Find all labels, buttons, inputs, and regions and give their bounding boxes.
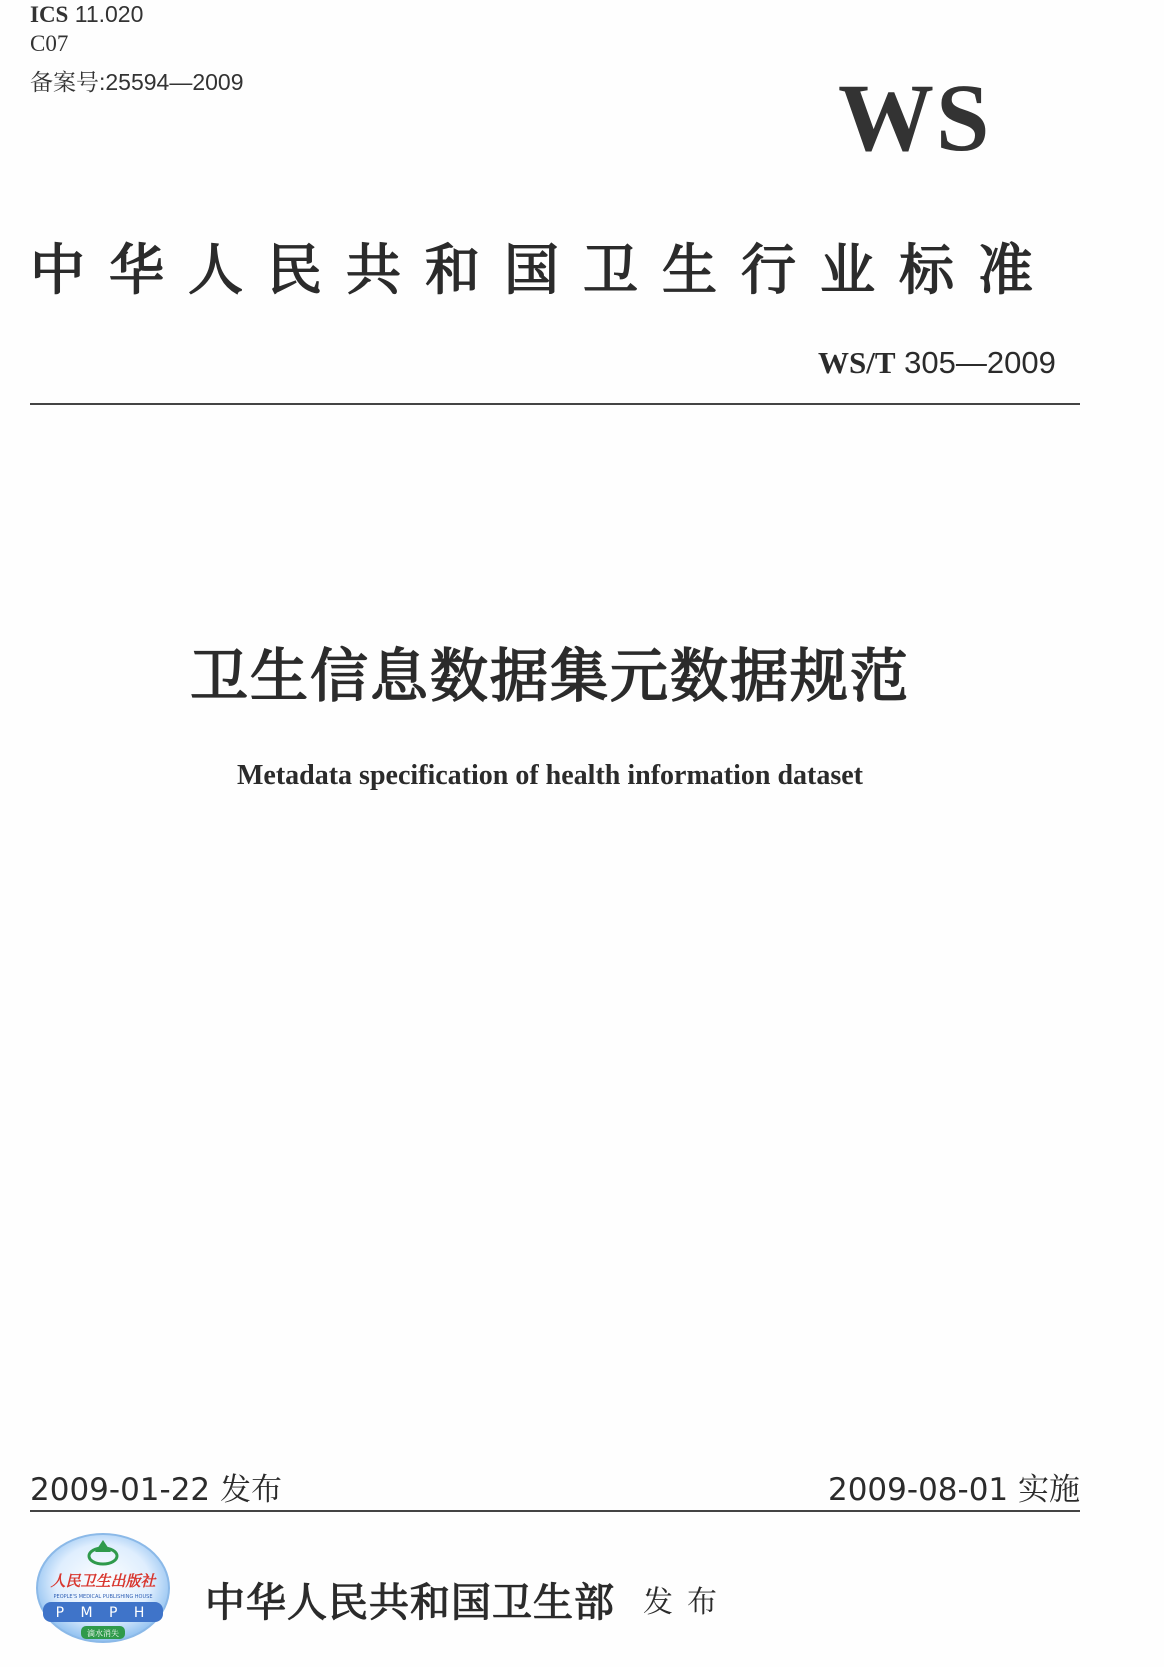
classification-code: C07: [30, 31, 69, 56]
seal-publisher-en: PEOPLE'S MEDICAL PUBLISHING HOUSE: [53, 1594, 153, 1600]
standard-number: [818, 343, 1056, 383]
issuer-name: 中华人民共和国卫生部: [205, 1579, 615, 1626]
issuer-action: 发布: [643, 1585, 731, 1620]
footer-divider: [30, 1510, 1080, 1512]
standard-number-value: 305—2009: [895, 345, 1056, 380]
publisher-seal-icon: [35, 1532, 171, 1644]
issue-date: 2009-01-22 发布: [30, 1472, 283, 1508]
header-divider: [30, 403, 1080, 405]
seal-publisher-cn: 人民卫生出版社: [50, 1572, 156, 1590]
ics-code: 11.020: [68, 1, 144, 27]
record-number: 备案号:25594—2009: [30, 69, 244, 95]
ics-code-line: [30, 0, 143, 29]
document-title: 卫生信息数据集元数据规范: [189, 642, 910, 710]
standard-number-prefix: WS/T: [818, 345, 896, 380]
ics-label: ICS: [30, 2, 69, 27]
effective-date: 2009-08-01 实施: [827, 1472, 1080, 1508]
issuer-line: [205, 1578, 731, 1628]
standard-category-title: 中华人民共和国卫生行业标准: [30, 237, 1058, 302]
document-subtitle: Metadata specification of health information dataset: [236, 760, 864, 791]
seal-letters: P M P H: [55, 1605, 151, 1621]
seal-mark: 滴水消失: [87, 1629, 119, 1638]
ws-logo: WS: [838, 64, 992, 171]
